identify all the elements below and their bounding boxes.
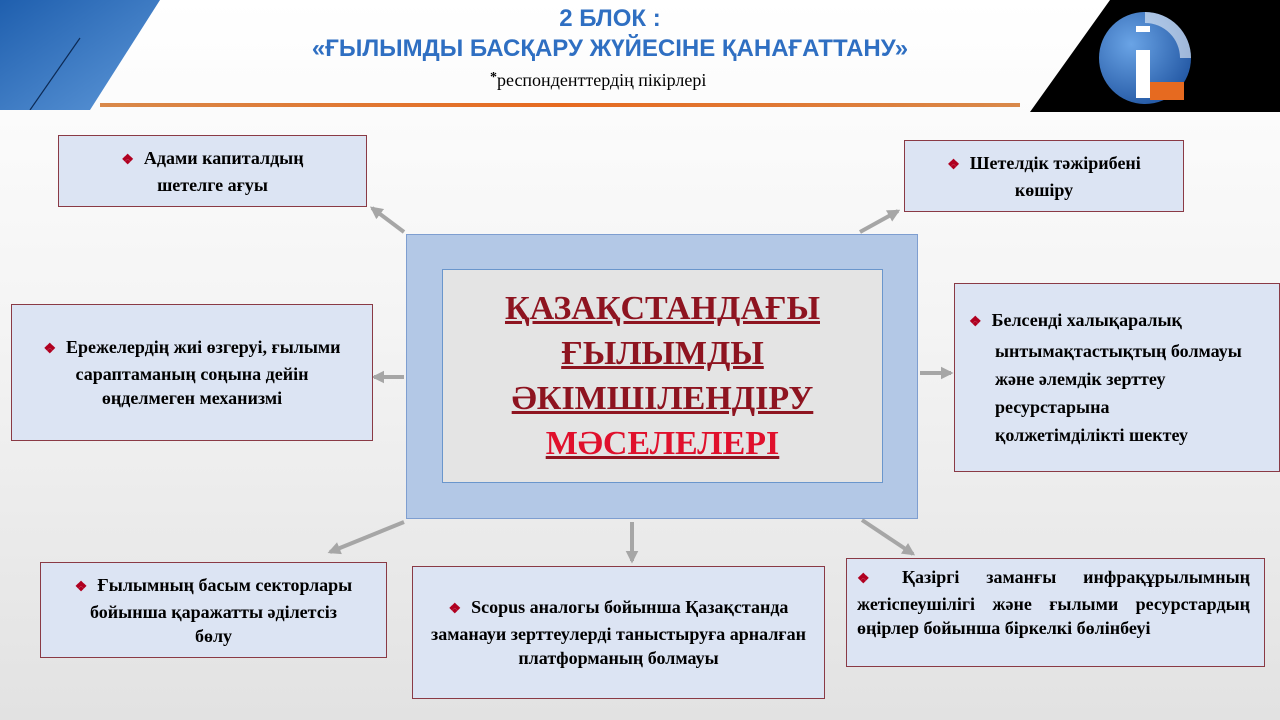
block-label: 2 БЛОК : [559, 5, 661, 32]
note-text: респонденттердің пікірлері [497, 70, 707, 90]
diamond-bullet-icon: ❖ [43, 342, 57, 357]
central-line-2: ҒЫЛЫМДЫ [561, 335, 764, 372]
central-topic [442, 269, 883, 483]
problem-text: Адами капиталдың шетелге ағуы [143, 147, 304, 195]
problem-text: Ережелердің жиі өзгеруі, ғылыми сараптаманың соңына дейін өңделмеген механизмі [66, 337, 341, 408]
diamond-bullet-icon: ❖ [74, 579, 88, 595]
arrow-to-top-left [372, 208, 404, 232]
problem-text: Scopus аналогы бойынша Қазақстанда заманауи зерттеулерді таныстыруға арналған платформаның болмауы [431, 597, 806, 668]
problem-copy-foreign-experience [904, 140, 1184, 212]
note-star: * [490, 70, 497, 85]
problem-text: Шетелдік тәжірибені көшіру [969, 152, 1141, 200]
diamond-bullet-icon: ❖ [947, 157, 960, 173]
diamond-bullet-icon: ❖ [121, 152, 134, 168]
arrow-to-bottom-right [862, 520, 913, 554]
problem-frequent-rule-changes [11, 304, 373, 441]
diamond-bullet-icon: ❖ [448, 602, 462, 617]
block-title: «ҒЫЛЫМДЫ БАСҚАРУ ЖҮЙЕСІНЕ ҚАНАҒАТТАНУ» [311, 35, 909, 62]
problem-brain-drain [58, 135, 367, 207]
central-line-3: ӘКІМШІЛЕНДІРУ [511, 380, 814, 417]
problem-lack-of-cooperation [954, 283, 1280, 472]
diamond-bullet-icon: ❖ [857, 572, 892, 587]
arrow-to-top-right [860, 211, 898, 232]
central-line-1: ҚАЗАҚСТАНДАҒЫ [504, 290, 820, 327]
arrow-to-bottom-left [330, 522, 404, 552]
diamond-bullet-icon: ❖ [969, 315, 982, 330]
problem-text: Ғылымның басым секторлары бойынша қаражатты әділетсіз бөлу [90, 574, 353, 646]
problem-no-research-platform [412, 566, 825, 699]
central-line-4: МӘСЕЛЕЛЕРІ [545, 425, 780, 462]
problem-text: Қазіргі заманғы инфрақұрылымның жетіспеушілігі және ғылыми ресурстардың өңірлер бойынша біркелкі бөлінбеуі [857, 567, 1250, 638]
problem-infrastructure-shortage [846, 558, 1265, 667]
problem-text: Белсенді халықаралық ынтымақтастықтың болмауы және әлемдік зерттеу ресурстарына қолжетімділікті шектеу [991, 310, 1242, 445]
problem-unfair-funding [40, 562, 387, 658]
